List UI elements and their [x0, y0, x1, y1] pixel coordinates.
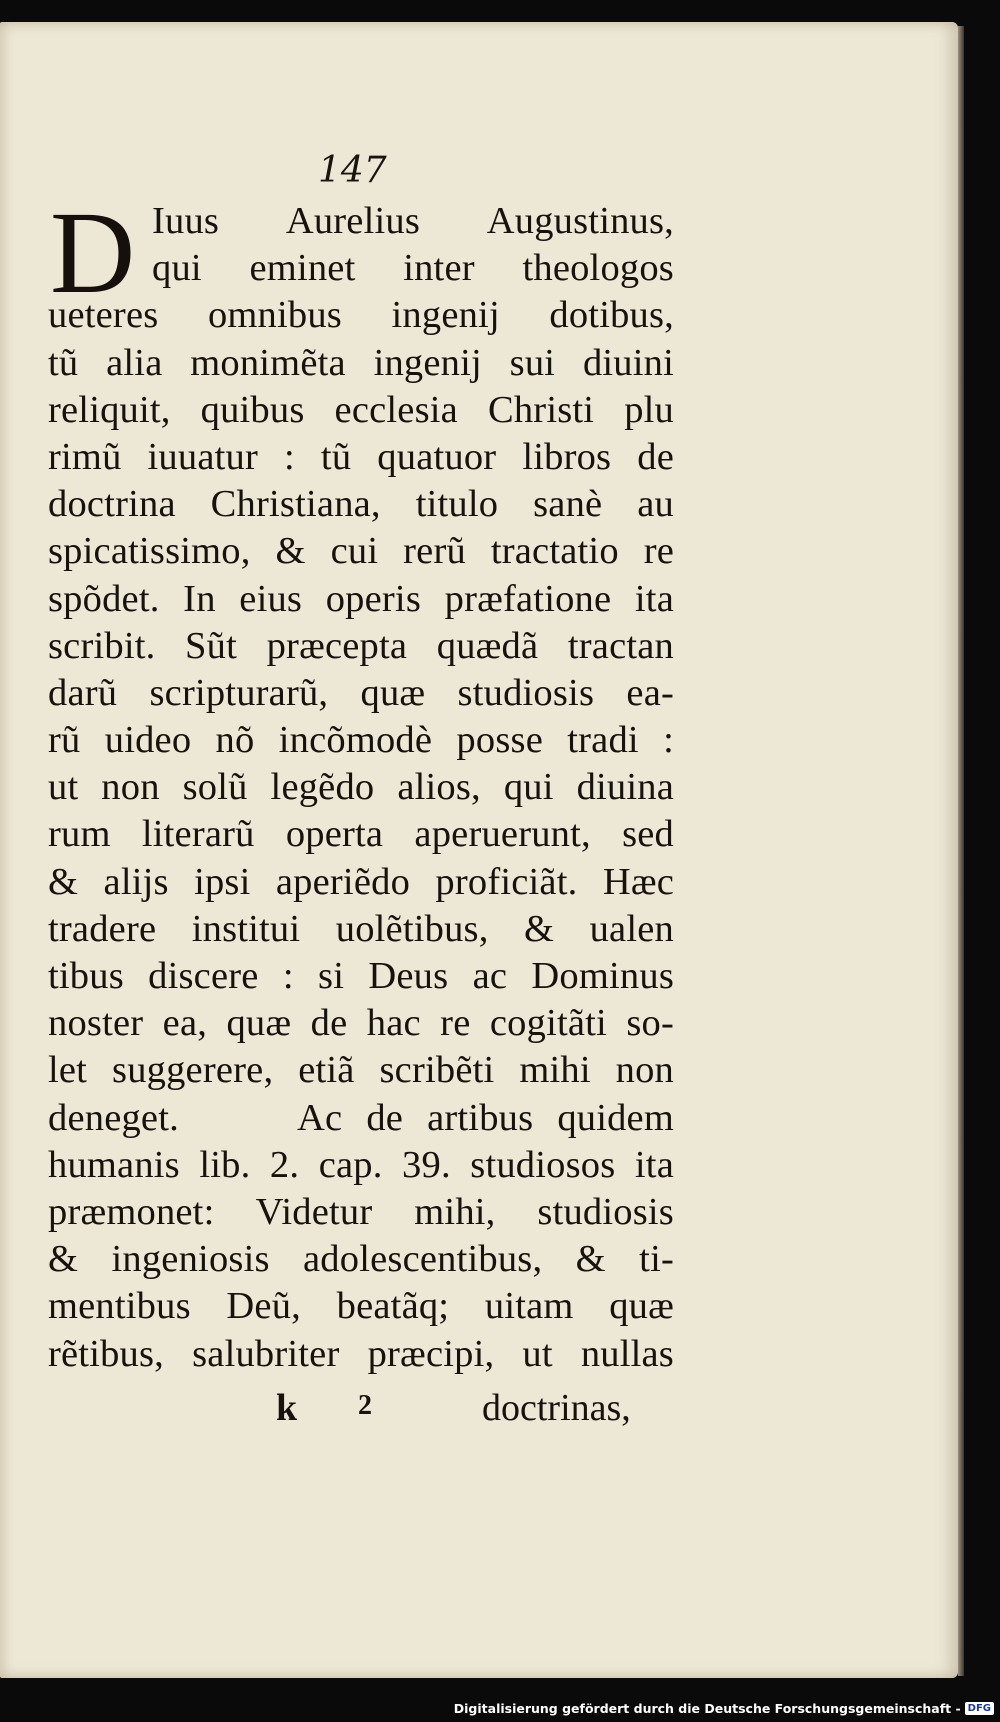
text-line: scribit. Sũt præcepta quædã tractan	[48, 624, 674, 667]
text-line: noster ea, quæ de hac re cogitãti so-	[48, 1002, 674, 1045]
text-line: Iuus Aurelius Augustinus,	[152, 200, 674, 242]
text-line: tũ alia monimẽta ingenij sui diuini	[48, 341, 674, 384]
text-line: præmonet: Videtur mihi, studiosis	[48, 1190, 674, 1233]
text-line: rẽtibus, salubriter præcipi, ut nullas	[48, 1332, 674, 1375]
signature-mark: k	[276, 1387, 298, 1429]
text-line: rum literarũ operta aperuerunt, sed	[48, 813, 674, 856]
catchword: doctrinas,	[482, 1387, 631, 1429]
text-line: humanis lib. 2. cap. 39. studiosos ita	[48, 1143, 674, 1186]
page-number: 147	[318, 150, 387, 191]
text-line: mentibus Deũ, beatãq; uitam quæ	[48, 1285, 674, 1328]
text-line: doctrina Christiana, titulo sanè au	[48, 483, 674, 526]
text-line: ut non solũ legẽdo alios, qui diuina	[48, 766, 674, 809]
text-line: rimũ iuuatur : tũ quatuor libros de	[48, 435, 674, 478]
text-line: rũ uideo nõ incõmodè posse tradi :	[48, 719, 674, 762]
dfg-logo-icon: DFG	[965, 1702, 994, 1715]
text-line: darũ scripturarũ, quæ studiosis ea-	[48, 671, 674, 714]
signature-number: 2	[358, 1390, 372, 1421]
text-line: reliquit, quibus ecclesia Christi plu	[48, 388, 674, 431]
credit-text: Digitalisierung gefördert durch die Deutsche Forschungsgemeinschaft -	[453, 1701, 961, 1716]
text-line: tradere institui uolẽtibus, & ualen	[48, 907, 674, 950]
text-line: let suggerere, etiã scribẽti mihi non	[48, 1049, 674, 1092]
page-footer	[48, 1386, 674, 1436]
text-line: tibus discere : si Deus ac Dominus	[48, 955, 674, 997]
body-text	[48, 198, 674, 1378]
text-line: & ingeniosis adolescentibus, & ti-	[48, 1238, 674, 1281]
text-line: spicatissimo, & cui rerũ tractatio re	[48, 530, 674, 573]
text-line: spõdet. In eius operis præfatione ita	[48, 577, 674, 620]
text-line: deneget. Ac de artibus quidem	[48, 1096, 674, 1139]
drop-cap-initial: D	[50, 187, 136, 318]
digitization-credit	[454, 1701, 994, 1716]
text-line: ueteres omnibus ingenij dotibus,	[48, 294, 674, 337]
text-line: qui eminet inter theologos	[152, 247, 674, 290]
page-edge	[958, 26, 964, 1676]
text-line: & alijs ipsi aperiẽdo proficiãt. Hæc	[48, 860, 674, 903]
